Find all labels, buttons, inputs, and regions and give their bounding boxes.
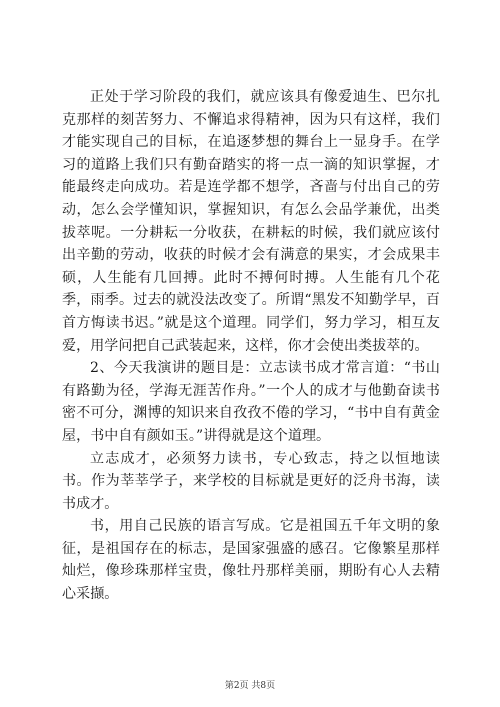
paragraph-books-symbol: 书，用自己民族的语言写成。它是祖国五千年文明的象征，是祖国存在的标志，是国家强盛的感召。它像繁星那样灿烂，像珍珠那样宝贵，像牡丹那样美丽，期盼有心人去精心采撷。 (62, 518, 440, 603)
paragraph-aspire-to-read: 立志成才，必须努力读书，专心致志，持之以恒地读书。作为莘莘学子，来学校的目标就是更好的泛舟书海，读书成才。 (62, 450, 440, 512)
document-body (62, 86, 440, 606)
paragraph-speech-topic: 2、今天我演讲的题目是：立志读书成才常言道：“书山有路勤为径，学海无涯苦作舟。”一个人的成才与他勤奋读书密不可分，渊博的知识来自孜孜不倦的学习，“书中自有黄金屋，书中自有颜如玉。”讲得就是这个道理。 (62, 360, 440, 444)
page-number-footer: 第2页 共8页 (224, 681, 276, 691)
paragraph-study-diligence: 正处于学习阶段的我们，就应该具有像爱迪生、巴尔扎克那样的刻苦努力、不懈追求得精神，因为只有这样，我们才能实现自己的目标，在追逐梦想的舞台上一显身手。在学习的道路上我们只有勤奋踏实的将一点一滴的知识掌握，才能最终走向成功。若是连学都不想学，吝啬与付出自己的劳动，怎么会学懂知识，掌握知识，有怎么会品学兼优，出类拔萃呢。一分耕耘一分收获，在耕耘的时候，我们就应该付出辛勤的劳动，收获的时候才会有满意的果实，才会成果丰硕，人生能有几回搏。此时不搏何时搏。人生能有几个花季，雨季。过去的就没法改变了。所谓“黑发不知勤学早，百首方悔读书迟。”就是这个道理。同学们，努力学习，相互友爱，用学问把自己武装起来，这样，你才会使出类拔萃的。 (62, 89, 440, 354)
